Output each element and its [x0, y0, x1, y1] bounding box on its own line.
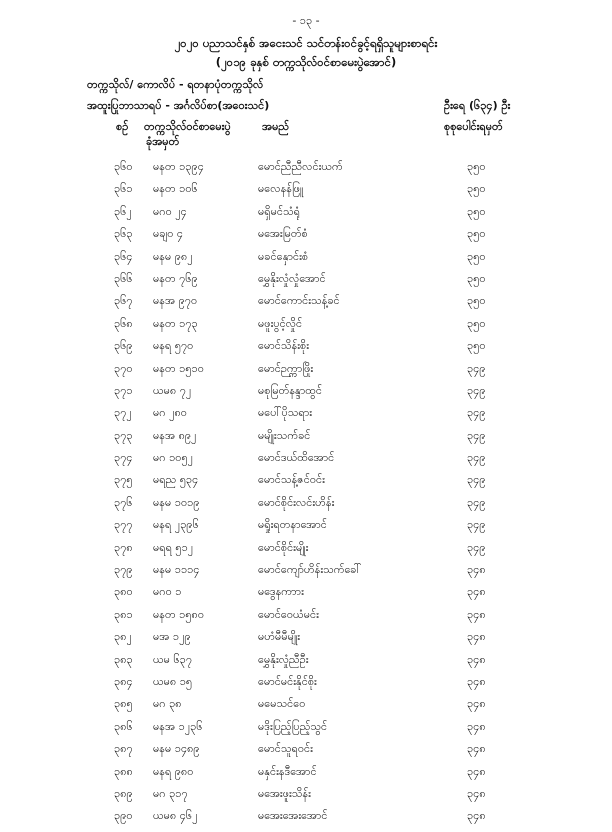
row-roll-number: မရည ၅၃၄: [153, 473, 199, 487]
table-row: [0, 742, 612, 764]
table-row: [0, 451, 612, 473]
row-serial: ၃၆၇: [114, 294, 133, 308]
table-row: [0, 675, 612, 697]
table-row: [0, 227, 612, 249]
row-name: မမေသင်ဝေ: [258, 697, 306, 711]
table-row: [0, 339, 612, 361]
results-table: [0, 160, 612, 832]
row-name: မအေးမြတ်စံ: [258, 227, 308, 241]
table-row: [0, 518, 612, 540]
row-serial: ၃၇၅: [114, 473, 133, 487]
header-name: အမည်: [262, 120, 290, 133]
row-roll-number: မနတ ၁၇၃: [153, 316, 198, 330]
row-roll-number: မနမ ၉၈၂: [153, 249, 193, 263]
table-row: [0, 608, 612, 630]
row-serial: ၃၇၁: [114, 383, 133, 397]
row-roll-number: ယမ ၆၃၇: [153, 652, 193, 666]
row-name: မဟံမီမီမျိုး: [258, 630, 301, 644]
row-name: မောင်ကျော်ဟိန်းသက်ခေါ်: [258, 563, 362, 577]
row-name: မခင်နှောင်းစံ: [258, 249, 309, 263]
row-name: မောင်ညီညီလင်းယက်: [258, 160, 343, 173]
row-serial: ၃၈၉: [114, 786, 133, 800]
row-roll-number: မဂ ၃၈: [153, 697, 182, 711]
row-marks: ၃၄၈: [467, 563, 486, 577]
table-row: [0, 697, 612, 719]
row-marks: ၃၄၈: [467, 697, 486, 711]
row-serial: ၃၇၄: [114, 451, 133, 465]
table-row: [0, 250, 612, 272]
table-row: [0, 809, 612, 831]
row-marks: ၃၅၀: [467, 227, 486, 241]
row-roll-number: မနတ ၁၀၆: [153, 182, 198, 196]
row-marks: ၃၄၉: [467, 540, 486, 554]
row-marks: ၃၅၀: [467, 271, 486, 285]
row-roll-number: မနရ ၉၈၀: [153, 764, 194, 778]
row-name: မောင်ကောင်းသန့်ခင်: [258, 294, 340, 308]
university-line: တက္ကသိုလ်/ ကောလိပ် - ရတနာပုံတက္ကသိုလ်: [87, 78, 264, 91]
table-row: [0, 473, 612, 495]
row-roll-number: မနမ ၁၁၁၄: [153, 563, 200, 577]
row-name: မစုမြတ်နန္ဒာထွင်: [258, 383, 322, 397]
row-roll-number: မနတ ၁၅၈၀: [153, 607, 205, 621]
row-name: မရှိုးရတနာအောင်: [258, 518, 327, 532]
row-marks: ၃၄၈: [467, 764, 486, 778]
row-name: မောင်စိုင်းလင်းဟိန်း: [258, 495, 335, 509]
page-number: - ၁၃ -: [292, 14, 320, 27]
row-roll-number: မဂ ၂၈၀: [153, 406, 187, 420]
row-name: မဖူးပွင့်လှိုင်: [258, 316, 303, 330]
row-serial: ၃၈၆: [114, 719, 133, 733]
row-serial: ၃၈၃: [114, 652, 133, 666]
row-name: မအေးအေးအောင်: [258, 809, 328, 823]
table-row: [0, 317, 612, 339]
row-serial: ၃၈၀: [114, 585, 133, 599]
row-marks: ၃၄၉: [467, 495, 486, 509]
row-name: မနှင်းနဒီအောင်: [258, 764, 317, 778]
table-row: [0, 272, 612, 294]
row-marks: ၃၄၉: [467, 361, 486, 375]
row-serial: ၃၈၇: [114, 742, 133, 756]
row-roll-number: မနရ ၂၃၉၆: [153, 518, 199, 532]
row-marks: ၃၄၉: [467, 383, 486, 397]
row-serial: ၃၇၀: [114, 361, 133, 375]
row-name: မလေနန်ဖြူ: [258, 182, 304, 196]
row-name: မောင်သန့်ဇင်ဝင်း: [258, 473, 325, 487]
row-name: မဒွေနကာား: [258, 585, 304, 599]
row-marks: ၃၄၉: [467, 428, 486, 442]
row-roll-number: ယမ၈ ၄၆၂: [153, 809, 198, 823]
table-row: [0, 563, 612, 585]
count-line: ဦးရေ (၆၃၄) ဦး: [444, 99, 511, 112]
row-roll-number: ယမ၈ ၇၂: [153, 383, 192, 397]
row-roll-number: မဂ ၁၀၅၂: [153, 451, 194, 465]
row-marks: ၃၅၀: [467, 316, 486, 330]
row-serial: ၃၇၉: [114, 563, 133, 577]
header-marks: စုစုပေါင်းရမှတ်: [444, 120, 503, 133]
row-marks: ၃၄၈: [467, 630, 486, 644]
row-roll-number: မနတ ၁၃၉၄: [153, 160, 204, 173]
row-roll-number: မနအ ၁၂၃၆: [153, 719, 203, 733]
table-row: [0, 787, 612, 809]
row-marks: ၃၄၈: [467, 585, 486, 599]
row-marks: ၃၅၀: [467, 182, 486, 196]
table-row: [0, 496, 612, 518]
row-serial: ၃၉၀: [114, 809, 133, 823]
table-row: [0, 294, 612, 316]
row-serial: ၃၇၆: [114, 495, 133, 509]
row-marks: ၃၄၉: [467, 406, 486, 420]
row-name: မောင်စိုင်းမျိုး: [258, 540, 309, 554]
row-marks: ၃၄၉: [467, 473, 486, 487]
row-roll-number: ယမ၈ ၁၅: [153, 674, 193, 688]
row-roll-number: မနတ ၇၆၉: [153, 271, 198, 285]
row-name: မမျိုးသက်ခင်: [258, 428, 311, 442]
document-title: ၂၀၂၀ ပညာသင်နှစ် အငေးသင် သင်တန်းဝင်ခွင့်ရရှိသူများစာရင်း: [174, 36, 438, 50]
row-serial: ၃၇၇: [114, 518, 133, 532]
header-serial: စဉ်: [116, 120, 129, 133]
row-marks: ၃၅၀: [467, 294, 486, 308]
table-row: [0, 406, 612, 428]
row-name: မောင်ဝေယံမင်း: [258, 607, 319, 621]
row-serial: ၃၆၃: [114, 227, 133, 241]
table-row: [0, 182, 612, 204]
row-marks: ၃၄၈: [467, 652, 486, 666]
header-roll: တက္ကသိုလ်ဝင်စာမေးပွဲ: [144, 120, 231, 133]
table-row: [0, 429, 612, 451]
row-marks: ၃၅၀: [467, 339, 486, 353]
header-roll-sub: ခုံအမှတ်: [146, 135, 180, 148]
row-marks: ၃၄၈: [467, 607, 486, 621]
row-name: မွှေနိုးလှုံလှုံအောင်: [258, 271, 326, 285]
table-row: [0, 160, 612, 182]
row-name: မောင်ဒယ်ထိအောင်: [258, 451, 335, 465]
row-name: မွှေနိုးလှုံညီဦး: [258, 652, 309, 666]
row-roll-number: မဂ ၃၁၇: [153, 786, 188, 800]
row-name: မောင်ဉက္ကာဖြိုး: [258, 361, 314, 375]
table-row: [0, 765, 612, 787]
row-serial: ၃၆၀: [114, 160, 133, 173]
row-serial: ၃၇၂: [114, 406, 132, 420]
row-marks: ၃၄၈: [467, 674, 486, 688]
row-roll-number: မနရ ၅၇၀: [153, 339, 194, 353]
row-serial: ၃၆၈: [114, 316, 133, 330]
table-row: [0, 630, 612, 652]
row-name: မအေးဖူးသိန်း: [258, 786, 311, 800]
table-row: [0, 362, 612, 384]
row-serial: ၃၇၈: [114, 540, 133, 554]
document-subtitle: (၂၀၁၉ ခုနှစ် တက္ကသိုလ်ဝင်စာမေးပွဲအောင်): [215, 55, 397, 69]
row-serial: ၃၈၈: [114, 764, 133, 778]
row-roll-number: မချ၀ ၄: [153, 227, 184, 241]
row-name: မောင်မင်းနိုင်စိုး: [258, 674, 317, 688]
row-roll-number: မနမ ၁၄၈၉: [153, 742, 200, 756]
row-name: မဒိုးပြည့်ပြည့်သွင်: [258, 719, 328, 733]
row-serial: ၃၆၉: [114, 339, 133, 353]
row-marks: ၃၅၀: [467, 204, 486, 218]
row-name: မပေါ်ပိုသရား: [258, 406, 313, 420]
row-roll-number: မနမ ၁၀၁၉: [153, 495, 200, 509]
row-serial: ၃၈၄: [114, 674, 133, 688]
row-roll-number: မအ ၁၂၉: [153, 630, 191, 644]
row-roll-number: မဂ၀ ၁: [153, 585, 182, 599]
row-marks: ၃၄၈: [467, 719, 486, 733]
table-row: [0, 653, 612, 675]
row-roll-number: မရရ ၅၁၂: [153, 540, 194, 554]
row-marks: ၃၅၀: [467, 160, 486, 173]
row-marks: ၃၅၀: [467, 249, 486, 263]
specialization-line: အထူးပြုဘာသာရပ် - အင်္ဂလိပ်စာ(အဝေးသင်): [87, 99, 270, 112]
row-serial: ၃၈၅: [114, 697, 133, 711]
row-marks: ၃၄၉: [467, 451, 486, 465]
row-roll-number: မနအ ၉၇၀: [153, 294, 198, 308]
row-roll-number: မနတ ၁၅၁၀: [153, 361, 204, 375]
table-row: [0, 585, 612, 607]
row-serial: ၃၆၄: [114, 249, 133, 263]
row-serial: ၃၆၁: [114, 182, 133, 196]
table-row: [0, 541, 612, 563]
row-serial: ၃၇၃: [114, 428, 133, 442]
row-marks: ၃၄၈: [467, 786, 486, 800]
table-row: [0, 384, 612, 406]
row-serial: ၃၈၂: [114, 630, 132, 644]
row-serial: ၃၈၁: [114, 607, 133, 621]
row-serial: ၃၆၂: [114, 204, 132, 218]
row-marks: ၃၄၈: [467, 742, 486, 756]
row-marks: ၃၄၉: [467, 518, 486, 532]
row-roll-number: မဂ၀ ၂၄: [153, 204, 187, 218]
row-marks: ၃၄၈: [467, 809, 486, 823]
table-row: [0, 205, 612, 227]
row-name: မရှိမင်သံရုံ: [258, 204, 300, 218]
row-serial: ၃၆၆: [114, 271, 133, 285]
row-name: မောင်သိန်းစိုး: [258, 339, 309, 353]
row-roll-number: မနအ ၈၉၂: [153, 428, 197, 442]
row-name: မောင်သူရဝင်း: [258, 742, 313, 756]
table-row: [0, 720, 612, 742]
